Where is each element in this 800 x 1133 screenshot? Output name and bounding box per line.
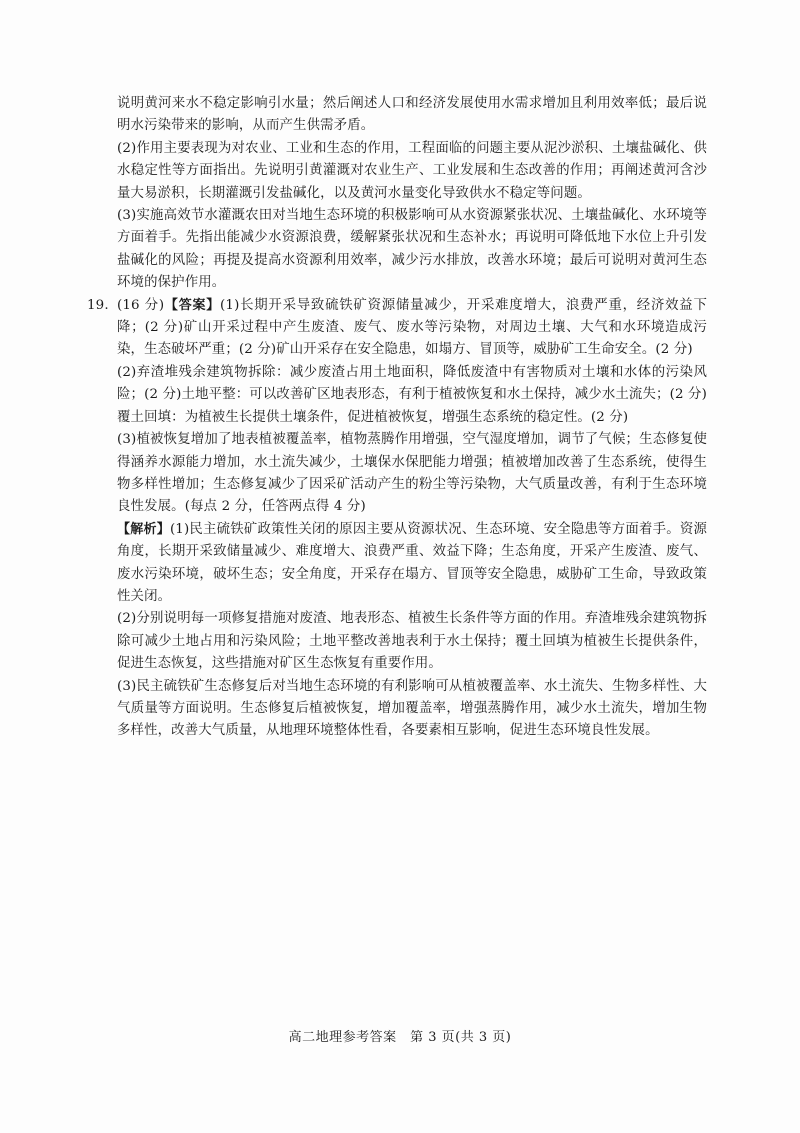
answer-part-1-text: (1)长期开采导致硫铁矿资源储量减少，开采难度增大，浪费严重，经济效益下降；(2 分)矿山开采过程中产生废渣、废气、废水等污染物，对周边土壤、大气和水环境造成污染，生态破坏严重；(2 分)矿山开采存在安全隐患，如塌方、冒顶等，威胁矿工生命安全。(2 分) xyxy=(117,297,707,358)
analysis-part-1-text: (1)民主硫铁矿政策性关闭的原因主要从资源状况、生态环境、安全隐患等方面着手。资源角度，长期开采致储量减少、难度增大、浪费严重、效益下降；生态角度，开采产生废渣、废气、废水污染环境，破坏生态；安全角度，开采存在塌方、冒顶等安全隐患，威胁矿工生命，导致政策性关闭。 xyxy=(117,521,707,604)
q19-answer-part-1 xyxy=(87,295,707,362)
question-number: 19. xyxy=(87,297,109,313)
analysis-tag: 【解析】 xyxy=(117,521,170,537)
q19-answer-part-2: (2)弃渣堆残余建筑物拆除：减少废渣占用土地面积，降低废渣中有害物质对土壤和水体的污染风险；(2 分)土地平整：可以改善矿区地表形态，有利于植被恢复和水土保持，减少水土流失；(2 分)覆土回填：为植被生长提供土壤条件，促进植被恢复，增强生态系统的稳定性。(2 分) xyxy=(117,364,707,425)
q19-analysis-part-2: (2)分别说明每一项修复措施对废渣、地表形态、植被生长条件等方面的作用。弃渣堆残余建筑物拆除可减少土地占用和污染风险；土地平整改善地表利于水土保持；覆土回填为植被生长提供条件，促进生态恢复，这些措施对矿区生态恢复有重要作用。 xyxy=(117,611,707,672)
prev-answer-tail: 说明黄河来水不稳定影响引水量；然后阐述人口和经济发展使用水需求增加且利用效率低；最后说明水污染带来的影响，从而产生供需矛盾。 xyxy=(117,96,707,134)
answer-tag: 【答案】 xyxy=(164,297,221,313)
q19-analysis-part-1 xyxy=(117,519,707,609)
question-19-block xyxy=(87,295,707,743)
prev-answer-part-3: (3)实施高效节水灌溉农田对当地生态环境的积极影响可从水资源紧张状况、土壤盐碱化、水环境等方面着手。先指出能减少水资源浪费，缓解紧张状况和生态补水；再说明可降低地下水位上升引发盐碱化的风险；再提及提高水资源利用效率，减少污水排放，改善水环境；最后可说明对黄河生态环境的保护作用。 xyxy=(117,208,707,291)
q19-analysis-part-3: (3)民主硫铁矿生态修复后对当地生态环境的有利影响可从植被覆盖率、水土流失、生物多样性、大气质量等方面说明。生态修复后植被恢复，增加覆盖率，增强蒸腾作用，减少水土流失，增加生物多样性，改善大气质量，从地理环境整体性看，各要素相互影响，促进生态环境良性发展。 xyxy=(117,678,707,739)
prev-answer-part-2: (2)作用主要表现为对农业、工业和生态的作用，工程面临的问题主要从泥沙淤积、土壤盐碱化、供水稳定性等方面指出。先说明引黄灌溉对农业生产、工业发展和生态改善的作用；再阐述黄河含沙量大易淤积，长期灌溉引发盐碱化，以及黄河水量变化导致供水不稳定等问题。 xyxy=(117,140,707,201)
q19-answer-part-3: (3)植被恢复增加了地表植被覆盖率，植物蒸腾作用增强，空气湿度增加，调节了气候；生态修复使得涵养水源能力增加，水土流失减少，土壤保水保肥能力增强；植被增加改善了生态系统，使得生物多样性增加；生态修复减少了因采矿活动产生的粉尘等污染物，大气质量改善，有利于生态环境良性发展。(每点 2 分，任答两点得 4 分) xyxy=(117,432,707,515)
question-score: (16 分) xyxy=(117,297,165,313)
page-content xyxy=(87,93,707,743)
page-footer: 高二地理参考答案 第 3 页(共 3 页) xyxy=(288,1030,512,1045)
